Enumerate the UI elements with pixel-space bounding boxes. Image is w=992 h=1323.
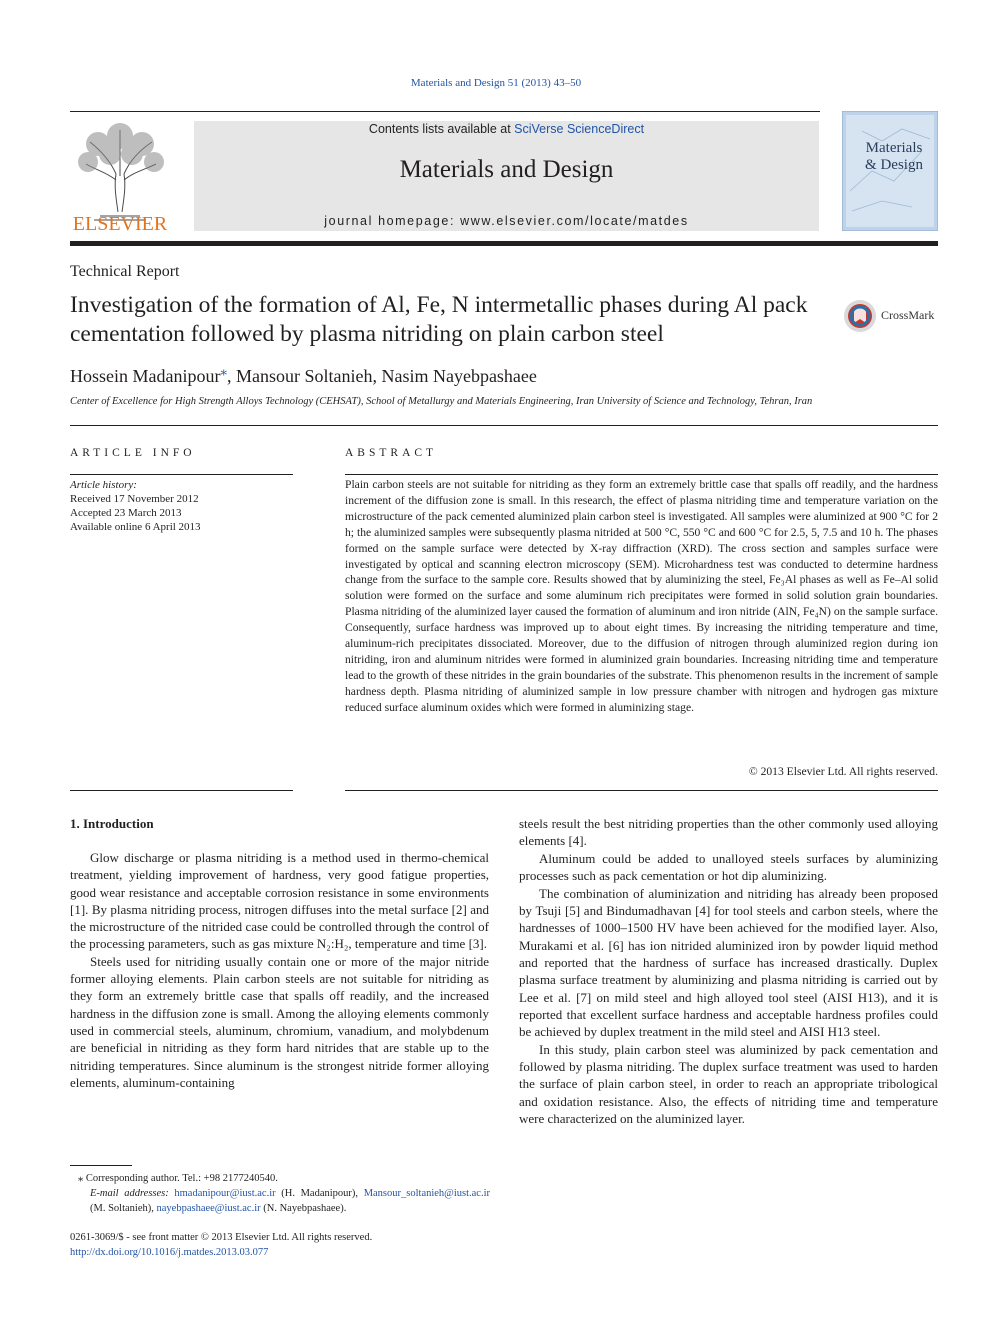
intro-paragraph: Aluminum could be added to unalloyed steels surfaces by aluminizing processes such as pack cementation or hot dip aluminizing. — [519, 850, 938, 884]
crossmark-badge[interactable] — [843, 299, 943, 335]
journal-homepage[interactable]: journal homepage: www.elsevier.com/locate/matdes — [324, 214, 689, 228]
intro-paragraph: The combination of aluminization and nitriding has already been proposed by Tsuji [5] and Bindumadhavan [4] for tool steels and carbon steels, where the hardnesses of 1000–1500 HV have been achieved for the modified layer. Also, Murakami et al. [6] has ion nitrided aluminized iron by powder liquid method and reported that the hardness of surface has increased drastically. Duplex plasma surface treatment by aluminizing and plasma nitriding is carried out by Lee et al. [7] on mild steel and high alloyed tool steel (AISI H13), and it is reported that excellent surface hardness and acceptable hardness profiles could be achieved by duplex treatment in the mild steel and AISI H13 steel. — [519, 885, 938, 1040]
email-link[interactable]: hmadanipour@iust.ac.ir — [174, 1188, 276, 1199]
title-separator — [70, 425, 938, 426]
body-column-left — [70, 849, 489, 1091]
article-title: Investigation of the formation of Al, Fe, N intermetallic phases during Al pack cementation followed by plasma nitriding on plain carbon steel — [70, 292, 808, 347]
cover-title-line-2: & Design — [865, 157, 923, 173]
article-history-label: Article history: — [70, 479, 137, 491]
abstract-text: Plain carbon steels are not suitable for nitriding as they form an extremely brittle case that spalls off readily, and the hardness increment of the diffusion zone is small. In this research, the effect of plasma nitriding time and temperature variation on the microstructure of the pack cemented aluminized plain carbon steel is investigated. All samples were aluminized at 900 °C for 2 h; the aluminized samples were subsequently plasma nitrided at 500 °C, 550 °C and 600 °C for 2.5, 5, 7.5 and 10 h. The phases formed on the sample surface were detected by X-ray diffraction (XRD). The cross section and samples surface were investigated by optical and scanning electron microscopy (SEM). Microhardness test was conducted to determine hardness change from the surface to the sample core. Results showed that by aluminizing the steel, Fe₃Al phases as well as Fe–Al solid solution were formed on the surface and some aluminum rich precipitates were formed in solid solution grain boundaries. Plasma nitriding of the aluminized layer caused the formation of aluminum and iron nitride (AlN, Fe₄N) on the sample surface. Consequently, surface hardness was improved up to about eight times. By increasing the nitriding temperature and time, aluminum-rich precipitates dissociated. Moreover, due to the diffusion of nitrogen through aluminized region during ion nitriding, iron and aluminum nitrides were formed in aluminized grain boundaries. Increasing nitriding time and temperature lead to the growth of these nitrides in the grain boundaries of the substrate. This phenomenon results in the increment of sample hardness depth. Plasma nitriding of aluminized sample in low pressure chamber with nitrogen and hydrogen gas mixture reduced surface aluminum oxides which were formed in aluminizing stage. — [345, 478, 938, 714]
email-label: E-mail addresses: — [90, 1188, 169, 1199]
article-info-bottom-rule — [70, 790, 293, 791]
email-link[interactable]: Mansour_soltanieh@iust.ac.ir — [363, 1188, 491, 1199]
accepted-date: Accepted 23 March 2013 — [70, 507, 182, 519]
footnote-rule — [70, 1165, 132, 1166]
top-rule — [70, 111, 820, 112]
elsevier-wordmark: ELSEVIER — [72, 213, 168, 232]
email-owner: (N. Nayebpashaee). — [260, 1203, 347, 1214]
corresponding-author-footnote — [70, 1171, 490, 1216]
corresponding-author-contact: Corresponding author. Tel.: +98 2177240540. — [85, 1173, 278, 1184]
author-names-rest: , Mansour Soltanieh, Nasim Nayebpashaee — [226, 366, 537, 386]
author-name: Hossein Madanipour — [70, 366, 221, 386]
contents-prefix: Contents lists available at — [368, 122, 515, 136]
intro-paragraph: Steels used for nitriding usually contain one or more of the major nitride former alloying elements. Plain carbon steels are not suitable for nitriding as they form an extremely brittle case that spalls off readily, and the increased hardness in the diffusion zone is small. Among the alloying elements commonly used in commercial steels, aluminum, chromium, vanadium, and molybdenum are beneficial in nitriding as they form hard nitrides that are stable up to the nitriding temperatures. Since aluminum is the strongest nitride former alloying elements, aluminum-containing — [70, 953, 489, 1090]
abstract-bottom-rule — [345, 790, 938, 791]
received-date: Received 17 November 2012 — [70, 493, 199, 505]
intro-paragraph: Glow discharge or plasma nitriding is a method used in thermo-chemical treatment, yielding improvement of hardness, very good fatigue properties, good wear resistance and acceptable corrosion resistance in some environments [1]. By plasma nitriding process, nitrogen diffuses into the metal surface [2] and the microstructure of the nitrided case could be controlled through the control of the processing parameters, such as gas mixture N₂:H₂, temperature and time [3]. — [70, 850, 489, 952]
doi-link[interactable]: http://dx.doi.org/10.1016/j.matdes.2013.03.077 — [70, 1246, 269, 1258]
contents-line — [194, 122, 819, 136]
online-date: Available online 6 April 2013 — [70, 521, 201, 533]
header-thick-rule — [70, 241, 938, 246]
issn-line: 0261-3069/$ - see front matter © 2013 Elsevier Ltd. All rights reserved. — [70, 1232, 373, 1243]
email-owner: (M. Soltanieh), — [90, 1203, 157, 1214]
email-owner: (H. Madanipour), — [275, 1188, 364, 1199]
section-heading-introduction: 1. Introduction — [70, 816, 154, 831]
email-link[interactable]: nayebpashaee@iust.ac.ir — [156, 1203, 261, 1214]
body-column-right — [519, 815, 938, 1128]
footnote-mark: ⁎ — [78, 1173, 84, 1184]
abstract-copyright: © 2013 Elsevier Ltd. All rights reserved. — [748, 765, 938, 778]
abstract-heading: ABSTRACT — [345, 447, 438, 459]
journal-cover-thumbnail[interactable] — [842, 111, 938, 231]
intro-paragraph: steels result the best nitriding properties than the other commonly used alloying elements [4]. — [519, 816, 938, 849]
intro-paragraph: In this study, plain carbon steel was aluminized by pack cementation and followed by plasma nitriding. The duplex surface treatment was used to harden the surface of plain carbon steel, in order to reach an appropriate tribological and oxidation resistance. Also, the effects of nitriding time and temperature were characterized on the aluminized layer. — [519, 1041, 938, 1126]
corresponding-author-mark[interactable]: ⁎ — [220, 363, 227, 378]
front-matter — [70, 1231, 372, 1260]
journal-citation[interactable]: Materials and Design 51 (2013) 43–50 — [410, 77, 582, 89]
elsevier-tree-logo — [70, 120, 170, 232]
crossmark-label: CrossMark — [881, 308, 935, 322]
article-type: Technical Report — [70, 263, 180, 280]
article-info-heading: ARTICLE INFO — [70, 447, 196, 459]
abstract-rule — [345, 474, 938, 475]
article-info-rule — [70, 474, 293, 475]
affiliation: Center of Excellence for High Strength Alloys Technology (CEHSAT), School of Metallurgy and Materials Engineering, Iran University of Science and Technology, Tehran, Iran — [70, 396, 813, 407]
cover-title-line-1: Materials — [865, 140, 923, 156]
sciencedirect-link[interactable]: SciVerse ScienceDirect — [514, 122, 645, 136]
author-list — [70, 363, 537, 387]
journal-title: Materials and Design — [399, 156, 614, 183]
crossmark-icon — [843, 299, 877, 333]
